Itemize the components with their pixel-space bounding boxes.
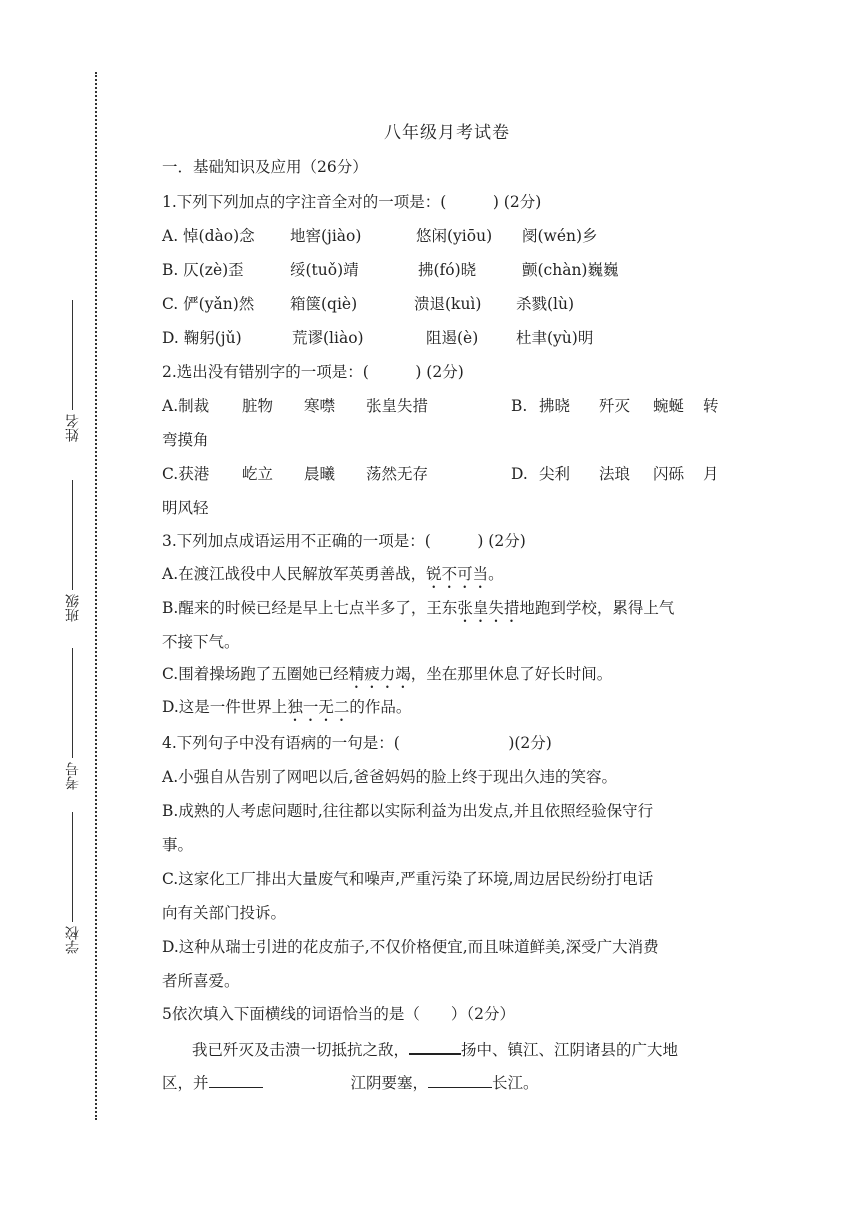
binding-dotted-line [95,72,97,1120]
q2-option-b-cont: 弯摸角 [162,431,209,449]
exam-no-field[interactable] [62,648,84,790]
q2-options-cd[interactable]: C.获港 屹立 晨曦 荡然无存 D. 尖利 法琅 闪砾 月 [162,465,719,483]
dotted-idiom: 独一无二 [287,698,350,716]
q5-stem: 5依次填入下面横线的词语恰当的是（ ）（2分） [162,1005,515,1023]
school-field[interactable] [62,812,84,954]
dotted-idiom: 张皇失措 [457,599,520,617]
q4-option-c-cont: 向有关部门投诉。 [162,904,287,922]
name-field[interactable] [62,300,84,442]
q3-option-b[interactable]: B.醒来的时候已经是早上七点半多了，王东张皇失措地跑到学校，累得上气 [162,599,675,617]
q4-option-b[interactable]: B.成熟的人考虑问题时,往往都以实际利益为出发点,并且依照经验保守行 [162,802,654,820]
q4-option-d-cont: 者所喜爱。 [162,972,240,990]
school-blank[interactable] [73,812,74,922]
q4-option-a[interactable]: A.小强自从告别了网吧以后,爸爸妈妈的脸上终于现出久违的笑容。 [162,768,618,786]
q4-option-d[interactable]: D.这种从瑞士引进的花皮茄子,不仅价格便宜,而且味道鲜美,深受广大消费 [162,938,659,956]
q1-option-d[interactable]: D. 鞠躬(jǔ) 荒谬(liào) 阻遏(è) 杜聿(yù)明 [162,329,594,347]
q1-option-a[interactable]: A. 悼(dào)念 地窖(jiào) 悠闲(yiōu) 阌(wén)乡 [162,227,598,245]
q2-option-d-cont: 明风轻 [162,499,209,517]
name-label: 姓名 [65,414,81,442]
q2-stem: 2.选出没有错别字的一项是：( ) (2分) [162,363,464,381]
fill-blank-2[interactable] [209,1073,263,1088]
exam-no-label: 考号 [65,762,81,790]
section-heading: 一．基础知识及应用（26分） [162,158,368,176]
q3-stem: 3.下列加点成语运用不正确的一项是：( ) (2分) [162,532,526,550]
dotted-idiom: 精疲力竭 [348,665,411,683]
q4-stem: 4.下列句子中没有语病的一句是：( )(2分) [162,734,552,752]
q2-options-ab[interactable]: A.制裁 脏物 寒噤 张皇失措 B. 拂晓 歼灭 蜿蜒 转 [162,397,719,415]
class-label: 班级 [65,594,81,622]
exam-title: 八年级月考试卷 [384,123,510,143]
class-field[interactable] [62,480,84,622]
dotted-idiom: 锐不可当 [426,565,489,583]
fill-blank-1[interactable] [409,1039,461,1055]
q4-option-c[interactable]: C.这家化工厂排出大量废气和噪声,严重污染了环境,周边居民纷纷打电话 [162,870,654,888]
q1-option-c[interactable]: C. 俨(yǎn)然 箱箧(qiè) 溃退(kuì) 杀戮(lù) [162,295,575,313]
class-blank[interactable] [73,480,74,590]
q1-option-b[interactable]: B. 仄(zè)歪 绥(tuǒ)靖 拂(fó)晓 颤(chàn)巍巍 [162,261,619,279]
q5-passage-line1: 我已歼灭及击溃一切抵抗之敌， 扬中、镇江、江阴诸县的广大地 [192,1041,679,1059]
q4-option-b-cont: 事。 [162,836,194,854]
fill-blank-3[interactable] [428,1073,492,1088]
q5-passage-line2: 区，并 江阴要塞， 长江。 [162,1074,539,1092]
q3-option-a[interactable]: A.在渡江战役中人民解放军英勇善战，锐不可当。 [162,565,504,583]
q1-stem: 1.下列下列加点的字注音全对的一项是：( ) (2分) [162,193,542,211]
q3-option-b-cont: 不接下气。 [162,633,240,651]
name-blank[interactable] [73,300,74,410]
exam-no-blank[interactable] [73,648,74,758]
q3-option-c[interactable]: C.围着操场跑了五圈她已经精疲力竭，坐在那里休息了好长时间。 [162,665,613,683]
school-label: 学校 [65,926,81,954]
q3-option-d[interactable]: D.这是一件世界上独一无二的作品。 [162,698,412,716]
